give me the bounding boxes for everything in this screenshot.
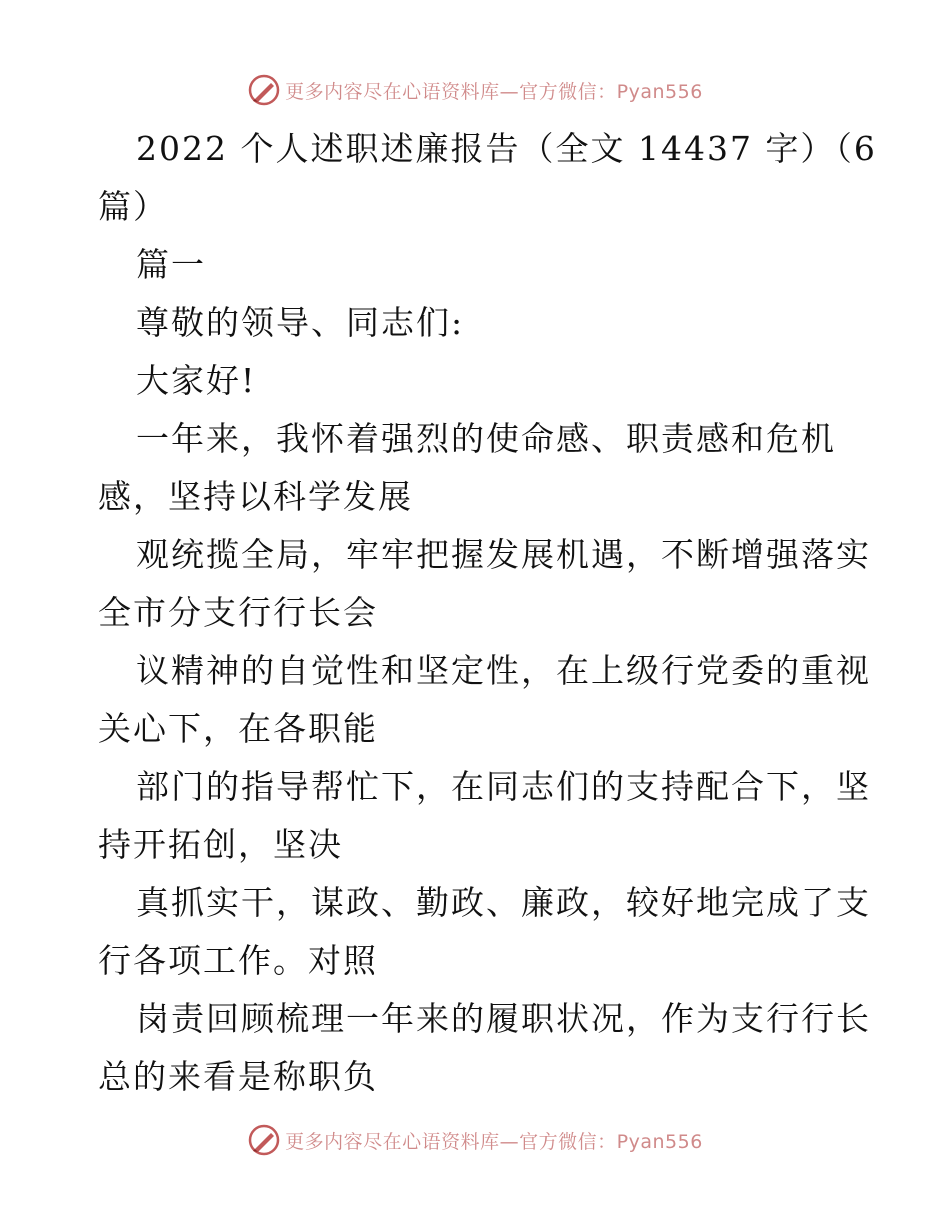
- text-line: 一年来，我怀着强烈的使命感、职责感和危机: [136, 419, 836, 458]
- text-line: 真抓实干，谋政、勤政、廉政，较好地完成了支: [136, 883, 871, 922]
- header-watermark: [0, 70, 950, 110]
- text-line: 行各项工作。对照: [98, 941, 378, 980]
- text-line: 关心下，在各职能: [98, 709, 378, 748]
- text-line: 感，坚持以科学发展: [98, 477, 413, 516]
- text-line: 部门的指导帮忙下，在同志们的支持配合下，坚: [136, 767, 871, 806]
- text-line: 观统揽全局，牢牢把握发展机遇，不断增强落实: [136, 535, 871, 574]
- text-line: 2022 个人述职述廉报告（全文 14437 字）（6: [136, 129, 877, 168]
- text-line: 持开拓创，坚决: [98, 825, 343, 864]
- watermark-text: 更多内容尽在心语资料库—官方微信：Pyan556: [285, 80, 703, 103]
- footer-watermark: [0, 1120, 950, 1160]
- document-body: [98, 120, 877, 1106]
- text-line: 大家好!: [136, 361, 257, 400]
- text-line: 篇一: [136, 245, 206, 284]
- pen-logo-icon: [247, 73, 281, 107]
- text-line: 全市分支行行长会: [98, 593, 378, 632]
- text-line: 议精神的自觉性和坚定性，在上级行党委的重视: [136, 651, 871, 690]
- watermark-text: 更多内容尽在心语资料库—官方微信：Pyan556: [285, 1130, 703, 1153]
- text-line: 总的来看是称职负: [98, 1057, 378, 1096]
- text-line: 岗责回顾梳理一年来的履职状况，作为支行行长: [136, 999, 871, 1038]
- text-line: 尊敬的领导、同志们:: [136, 303, 465, 342]
- text-line: 篇）: [98, 187, 168, 226]
- pen-logo-icon: [247, 1123, 281, 1157]
